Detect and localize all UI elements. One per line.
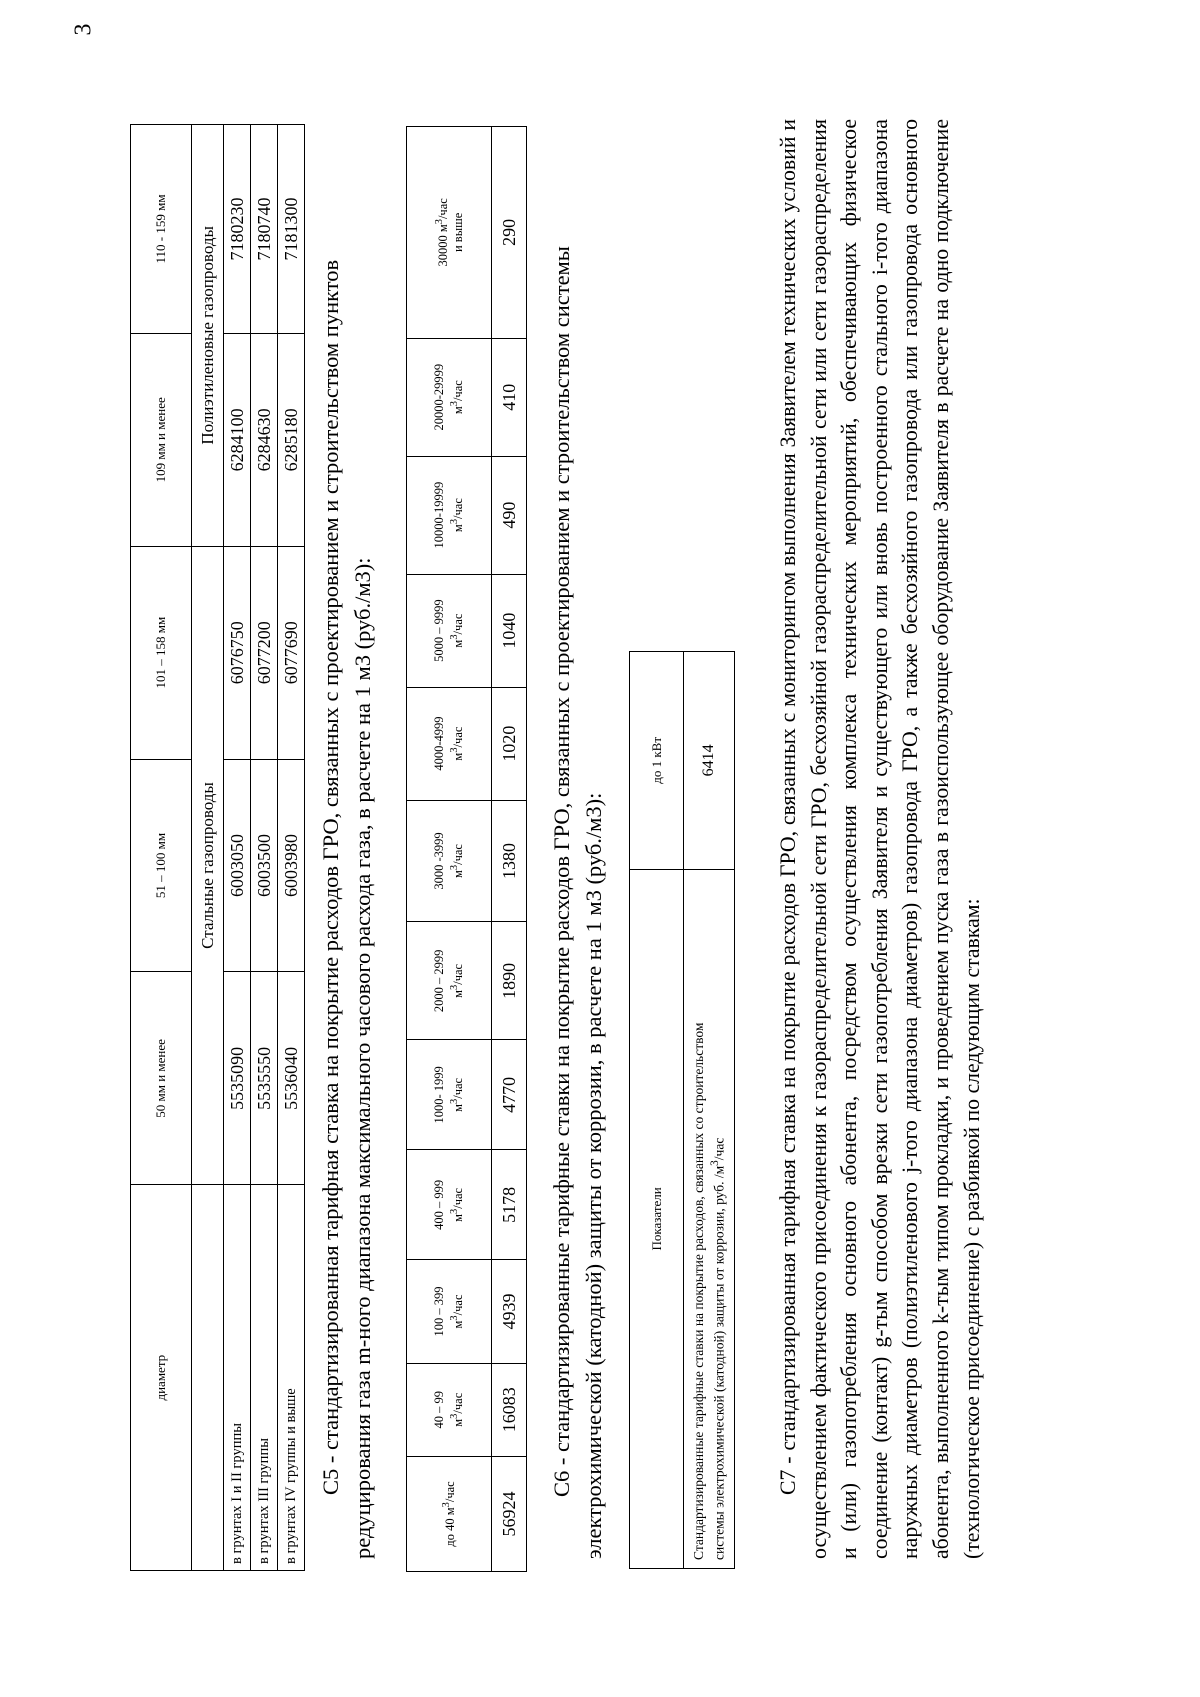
page-number: 3	[70, 23, 97, 36]
paragraph-c7: С7 - стандартизированная тарифная ставка на покрытие расходов ГРО, связанных с мониторингом выполнения Заявителем технических условий и осуществлением фактического присоединения к газораспределительной сети ГРО, бесхозяйной газораспределительной сети или сети газораспределения и (или) газопотребления основного абонента, посредством осуществления комплекса технических мероприятий, обеспечивающих физическое соединение (контакт) g-тым способом врезки сети газопотребления Заявителя и существующего или вновь построенного стального i-того диапазона наружных диаметров (полиэтиленового j-того диапазона диаметров) газопровода ГРО, а также бесхозяйного газопровода или газопровода основного абонента, выполненного k-тым типом прокладки, и проведением пуска газа в газоиспользующее оборудование Заявителя в расчете на одно подключение (технологическое присоединение) с разбивкой по следующим ставкам:	[776, 119, 984, 1559]
c5-header-cell: 4000-4999 $м^3$/час	[407, 687, 492, 800]
c6-unit-header: до 1 кВт	[630, 652, 684, 870]
c5-header-cell: 400 – 999 $м^3$/час	[407, 1150, 492, 1260]
cell-value: 7180230	[224, 125, 251, 334]
cell-value: 6284100	[224, 333, 251, 546]
group-empty-cell	[192, 1185, 224, 1571]
poly-group-label: Полиэтиленовые газопроводы	[192, 125, 224, 547]
row-label: в грунтах IV группы и выше	[278, 1185, 305, 1571]
c6-rates-table	[629, 651, 735, 1569]
diameter-cost-table	[130, 124, 305, 1571]
c5-header-cell: 20000-29999 $м^3$/час	[407, 338, 492, 456]
table-row	[251, 125, 278, 1571]
c6-indicator-header: Показатели	[630, 869, 684, 1568]
cell-value: 6003050	[224, 759, 251, 972]
diameter-col-5: 110 - 159 мм	[131, 125, 192, 334]
cell-value: 56924	[492, 1456, 527, 1571]
c5-header-cell: 40 – 99 $м^3$/час	[407, 1363, 492, 1456]
c6-row-label: Стандартизированные тарифные ставки на покрытие расходов, связанных со строительством системы электрохимической (катодной) защиты от коррозии, руб. $/м^3$/час	[684, 869, 735, 1568]
cell-value: 5535550	[251, 972, 278, 1185]
c5-values-row	[492, 127, 527, 1572]
c5-header-row	[407, 127, 492, 1572]
row-label: в грунтах I и II группы	[224, 1185, 251, 1571]
cell-value: 6285180	[278, 333, 305, 546]
cell-value: 6076750	[224, 546, 251, 759]
table-row	[278, 125, 305, 1571]
paragraph-c5: С5 - стандартизированная тарифная ставка на покрытие расходов ГРО, связанных с проектированием и строительством пунктов редуцирования газа m-ного диапазона максимального часового расхода газа, в расчете на 1 м3 (руб./м3):	[318, 259, 375, 1559]
cell-value: 5536040	[278, 972, 305, 1185]
cell-value: 490	[492, 456, 527, 574]
c5-header-cell: 100 – 399 $м^3$/час	[407, 1260, 492, 1363]
cell-value: 6284630	[251, 333, 278, 546]
c6-values-row	[684, 652, 735, 1569]
paragraph-c6: С6 - стандартизированные тарифные ставки на покрытие расходов ГРО, связанных с проектированием и строительством системы электрохимической (катодной) защиты от коррозии, в расчете на 1 м3 (руб./м3):	[549, 246, 606, 1559]
diameter-table-header-row	[131, 125, 192, 1571]
diameter-table-group-row	[192, 125, 224, 1571]
cell-value: 6003980	[278, 759, 305, 972]
cell-value: 6003500	[251, 759, 278, 972]
diameter-header: диаметр	[131, 1185, 192, 1571]
cell-value: 6414	[684, 652, 735, 870]
steel-group-label: Стальные газопроводы	[192, 546, 224, 1185]
cell-value: 1040	[492, 574, 527, 687]
cell-value: 1380	[492, 800, 527, 922]
c6-header-row	[630, 652, 684, 1569]
cell-value: 1890	[492, 922, 527, 1040]
diameter-col-2: 51 – 100 мм	[131, 759, 192, 972]
cell-value: 4770	[492, 1040, 527, 1150]
cell-value: 5178	[492, 1150, 527, 1260]
cell-value: 5535090	[224, 972, 251, 1185]
table-row	[224, 125, 251, 1571]
cell-value: 290	[492, 127, 527, 339]
c5-header-cell: 5000 – 9999 $м^3$/час	[407, 574, 492, 687]
diameter-col-3: 101 – 158 мм	[131, 546, 192, 759]
cell-value: 4939	[492, 1260, 527, 1363]
c5-header-cell: до 40 $м^3$/час	[407, 1456, 492, 1571]
c5-header-cell: 2000 – 2999 $м^3$/час	[407, 922, 492, 1040]
c5-header-cell: 3000 -3999 $м^3$/час	[407, 800, 492, 922]
c5-header-cell: 10000-19999 $м^3$/час	[407, 456, 492, 574]
diameter-col-1: 50 мм и менее	[131, 972, 192, 1185]
c5-rates-table	[406, 126, 527, 1572]
cell-value: 7181300	[278, 125, 305, 334]
cell-value: 16083	[492, 1363, 527, 1456]
c5-header-cell: 30000 $м^3$/час и выше	[407, 127, 492, 339]
diameter-col-4: 109 мм и менее	[131, 333, 192, 546]
cell-value: 6077690	[278, 546, 305, 759]
c5-header-cell: 1000- 1999 $м^3$/час	[407, 1040, 492, 1150]
row-label: в грунтах III группы	[251, 1185, 278, 1571]
cell-value: 7180740	[251, 125, 278, 334]
cell-value: 6077200	[251, 546, 278, 759]
cell-value: 410	[492, 338, 527, 456]
cell-value: 1020	[492, 687, 527, 800]
